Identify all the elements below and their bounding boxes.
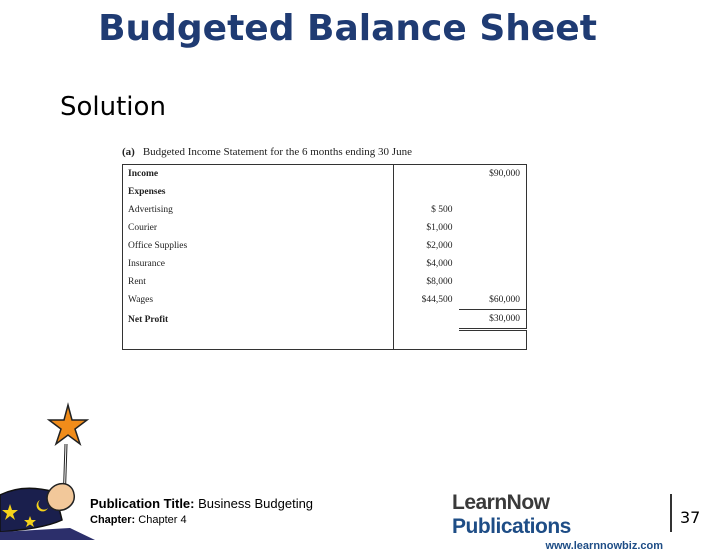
brand-url: www.learnnowbiz.com xyxy=(545,540,663,552)
brand-logo xyxy=(452,491,667,552)
table-row-spacer xyxy=(123,330,527,350)
row-amount-2: $30,000 xyxy=(459,310,527,330)
row-label: Wages xyxy=(128,295,154,306)
row-amount-2: $90,000 xyxy=(489,169,520,179)
table-row xyxy=(123,273,527,291)
statement-table xyxy=(122,164,527,350)
publication-label: Publication Title: xyxy=(90,496,195,511)
row-amount-1: $4,000 xyxy=(394,255,459,273)
row-amount-1 xyxy=(394,183,459,201)
row-amount-1: $8,000 xyxy=(394,273,459,291)
footer-info xyxy=(90,496,313,526)
table-row xyxy=(123,310,527,330)
row-label: Expenses xyxy=(128,187,166,197)
row-label: Rent xyxy=(128,277,146,287)
row-amount-2 xyxy=(459,201,527,219)
row-amount-1: $1,000 xyxy=(394,219,459,237)
row-label: Insurance xyxy=(128,259,165,269)
income-statement xyxy=(122,140,527,350)
row-amount-1 xyxy=(394,310,459,330)
footer-divider xyxy=(670,494,672,532)
table-row xyxy=(123,219,527,237)
slide-subtitle: Solution xyxy=(60,92,166,122)
statement-part-label: (a) xyxy=(122,146,135,158)
row-label: Office Supplies xyxy=(128,241,188,251)
chapter-label: Chapter: xyxy=(90,514,136,526)
brand-publications: Publications xyxy=(452,515,571,538)
row-amount-1: $2,000 xyxy=(394,237,459,255)
table-row xyxy=(123,237,527,255)
table-row xyxy=(123,255,527,273)
chapter-info xyxy=(90,514,313,526)
statement-heading xyxy=(122,140,527,164)
brand-name xyxy=(452,491,667,539)
publication-title xyxy=(90,496,313,511)
row-amount-2 xyxy=(459,183,527,201)
row-amount-2 xyxy=(459,237,527,255)
table-row xyxy=(123,183,527,201)
statement-title: Budgeted Income Statement for the 6 months ending 30 June xyxy=(142,146,412,158)
row-amount-2 xyxy=(459,255,527,273)
row-label: Advertising xyxy=(128,205,173,215)
table-row xyxy=(123,201,527,219)
table-row xyxy=(123,291,527,310)
row-label: Net Profit xyxy=(128,314,169,325)
table-row xyxy=(123,165,527,184)
chapter-value: Chapter 4 xyxy=(138,514,187,526)
row-label: Income xyxy=(128,169,159,179)
row-amount-2: $60,000 xyxy=(459,291,527,310)
row-amount-1: $ 500 xyxy=(394,201,459,219)
slide-title: Budgeted Balance Sheet xyxy=(98,8,597,49)
publication-value: Business Budgeting xyxy=(198,496,314,511)
row-amount-1 xyxy=(394,165,459,184)
brand-learn: LearnNow xyxy=(452,491,550,514)
row-amount-2 xyxy=(459,219,527,237)
wizard-illustration-icon xyxy=(0,400,95,540)
page-number: 37 xyxy=(680,508,701,527)
row-amount-2 xyxy=(459,273,527,291)
row-label: Courier xyxy=(128,223,158,233)
row-amount-1: $44,500 xyxy=(394,291,459,310)
